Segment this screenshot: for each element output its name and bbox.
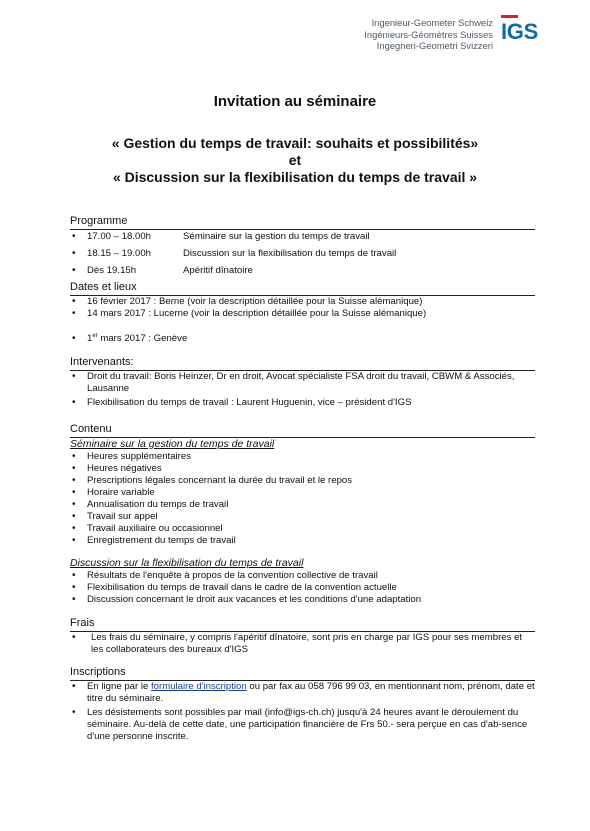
org-name-fr: Ingénieurs-Géomètres Suisses xyxy=(364,28,493,40)
fees-list xyxy=(70,632,535,656)
igs-logo xyxy=(501,15,545,49)
organization-names xyxy=(364,17,493,52)
subtitle-line-3: « Discussion sur la flexibilisation du temps de travail » xyxy=(112,169,478,185)
list-item: • 18.15 – 19.00h Discussion sur la flexibilisation du temps de travail xyxy=(70,248,535,260)
list-item: • Flexibilisation du temps de travail dans le cadre de la convention actuelle xyxy=(70,582,535,594)
section-heading: Contenu xyxy=(70,423,535,438)
subsection-title: Séminaire sur la gestion du temps de travail xyxy=(70,438,275,450)
section-heading: Intervenants: xyxy=(70,356,535,371)
list-item: • Dès 19.15h Apéritif dînatoire xyxy=(70,265,535,277)
section-heading: Inscriptions xyxy=(70,666,535,681)
registration-form-link[interactable]: formulaire d'inscription xyxy=(151,681,247,692)
page-title: Invitation au séminaire xyxy=(213,93,377,110)
section-heading: Programme xyxy=(70,215,535,230)
speakers-section xyxy=(70,356,535,409)
list-item: • Droit du travail: Boris Heinzer, Dr en droit, Avocat spécialiste FSA droit du travail, CBWM & Associés, Lausanne xyxy=(70,371,535,395)
list-item: • 14 mars 2017 : Lucerne (voir la description détaillée pour la Suisse alémanique) xyxy=(70,308,535,320)
speakers-list xyxy=(70,371,535,409)
subtitle-line-1: « Gestion du temps de travail: souhaits et possibilités» xyxy=(111,135,479,151)
list-item: • Travail auxiliaire ou occasionnel xyxy=(70,523,535,535)
list-item: • Enregistrement du temps de travail xyxy=(70,535,535,547)
programme-list xyxy=(70,231,535,277)
seminar-subtitles xyxy=(0,135,590,186)
subtitle-line-2: et xyxy=(288,152,302,168)
list-item: • Prescriptions légales concernant la durée du travail et le repos xyxy=(70,475,535,487)
list-item: • Heures supplémentaires xyxy=(70,451,535,463)
list-item: • 16 février 2017 : Berne (voir la description détaillée pour la Suisse alémanique) xyxy=(70,296,535,308)
list-item: • Discussion concernant le droit aux vacances et les conditions d'une adaptation xyxy=(70,594,535,606)
registration-list xyxy=(70,681,535,743)
list-item: • Horaire variable xyxy=(70,487,535,499)
logo-text: IGS xyxy=(501,19,538,44)
list-item: • Les frais du séminaire, y compris l'apéritif dînatoire, sont pris en charge par IGS pour ses membres et les collaborateurs des bureaux d'IGS xyxy=(70,632,535,656)
section-heading: Frais xyxy=(70,617,535,632)
list-item: • Travail sur appel xyxy=(70,511,535,523)
list-item: • Flexibilisation du temps de travail : Laurent Huguenin, vice – président d'IGS xyxy=(70,397,535,409)
list-item: • Heures négatives xyxy=(70,463,535,475)
discussion-topics-list xyxy=(70,570,535,606)
org-name-it: Ingegneri-Geometri Svizzeri xyxy=(376,40,493,51)
list-item: • Résultats de l'enquête à propos de la convention collective de travail xyxy=(70,570,535,582)
registration-section xyxy=(70,666,535,743)
subsection-title: Discussion sur la flexibilisation du temps de travail xyxy=(70,557,304,569)
list-item: • Les désistements sont possibles par mail (info@igs-ch.ch) jusqu'à 24 heures avant le déroulement du séminaire. Au-delà de cette date, une participation financière de Frs 50.- sera perçue en cas d'ab-sence d'une personne inscrite. xyxy=(70,707,535,743)
list-item: • 17.00 – 18.00h Séminaire sur la gestion du temps de travail xyxy=(70,231,535,243)
list-item: • Annualisation du temps de travail xyxy=(70,499,535,511)
dates-list xyxy=(70,296,535,345)
content-section xyxy=(70,423,535,606)
programme-section xyxy=(70,215,535,277)
list-item: • En ligne par le formulaire d'inscription ou par fax au 058 796 99 03, en mentionnant nom, prénom, date et titre du séminaire. xyxy=(70,681,535,705)
section-heading: Dates et lieux xyxy=(70,281,535,296)
letterhead xyxy=(364,15,545,52)
dates-section xyxy=(70,281,535,345)
fees-section xyxy=(70,617,535,656)
list-item: • 1er mars 2017 : Genève xyxy=(70,333,535,345)
seminar-topics-list xyxy=(70,451,535,547)
org-name-de: Ingenieur-Geometer Schweiz xyxy=(371,17,493,28)
logo-red-bar xyxy=(501,15,518,18)
